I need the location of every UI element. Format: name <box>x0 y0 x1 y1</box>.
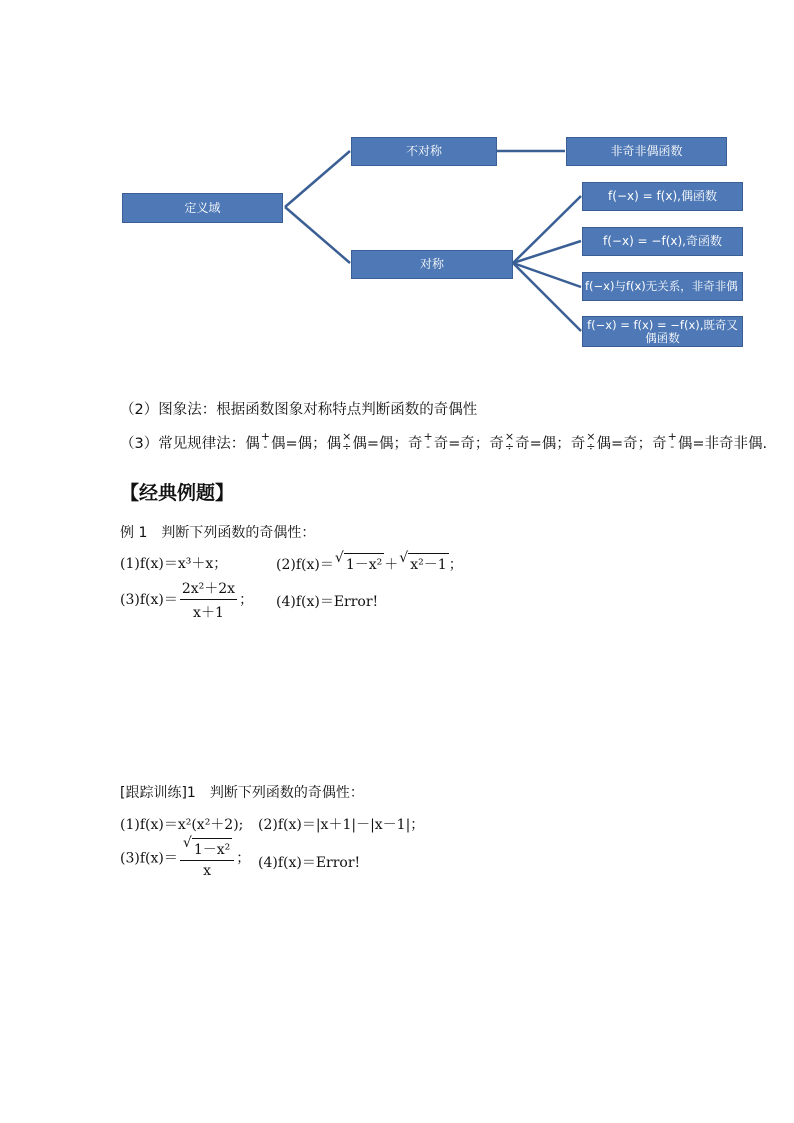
box-symmetric <box>351 250 513 279</box>
box-odd-function-label: f(−x) = −f(x),奇函数 <box>603 234 722 248</box>
example1-part4: (4)f(x)＝Error! <box>276 594 379 610</box>
rule-2: 偶 × ÷ 偶=偶； <box>326 430 408 453</box>
rule-5: 奇 × ÷ 偶=奇； <box>570 430 653 453</box>
method-graph-text: （2）图象法：根据函数图象对称特点判断函数的奇偶性 <box>120 402 478 418</box>
box-asymmetric <box>351 137 497 166</box>
fraction-2: √ $\frac{\text{1－x²}}{x}$ <box>180 838 234 879</box>
box-asymmetric-label: 不对称 <box>405 144 442 158</box>
method-rule-text <box>120 432 767 454</box>
rule-6: 奇 + - 偶=非奇非偶. <box>652 430 768 453</box>
fraction-1: $\frac{\text{2x²＋2x}}{x+1}$ <box>180 578 237 622</box>
rule-3: 奇 + - 奇=奇； <box>407 430 490 453</box>
training1-part3: (3)f(x)＝ √ $\frac{\text{1－x²}}{x}$ ； <box>120 838 250 879</box>
box-both-line1: f(−x) = f(x) = −f(x),既奇又 <box>587 317 738 332</box>
training1-title: [跟踪训练]1 判断下列函数的奇偶性： <box>120 785 364 801</box>
section-heading: 【经典例题】 <box>120 482 235 504</box>
sqrt-1: √ 1－x² <box>344 553 384 574</box>
training1-part4: (4)f(x)＝Error! <box>258 855 361 871</box>
box-even-function <box>582 182 743 211</box>
box-odd-function <box>582 227 743 256</box>
box-both-line2: 偶函数 <box>645 330 680 345</box>
example1-part3: (3)f(x)＝ $\frac{\text{2x²＋2x}}{x+1}$ ； <box>120 578 253 622</box>
box-neither-function <box>566 137 727 166</box>
method-rule-prefix: （3）常见规律法： <box>120 436 246 452</box>
box-no-relation-label: f(−x)与f(x)无关系，非奇非偶 <box>585 279 738 293</box>
box-neither-function-label: 非奇非偶函数 <box>610 144 683 158</box>
box-even-function-label: f(−x) = f(x),偶函数 <box>608 189 717 203</box>
sqrt-2: √ x²－1 <box>408 553 448 574</box>
box-domain <box>122 193 283 223</box>
example1-part1: (1)f(x)＝x³＋x； <box>120 556 228 572</box>
rule-1: 偶 + - 偶=偶； <box>245 430 327 453</box>
rule-4: 奇 × ÷ 奇=偶； <box>489 430 571 453</box>
box-domain-label: 定义域 <box>184 200 221 215</box>
box-no-relation <box>582 272 743 301</box>
box-both-odd-even <box>582 316 743 347</box>
example1-title: 例 1 判断下列函数的奇偶性： <box>120 525 316 541</box>
diagram-connectors <box>0 0 794 360</box>
training1-part1: (1)f(x)＝x²(x²＋2); <box>120 817 244 833</box>
training1-part2: (2)f(x)＝|x＋1|－|x－1|； <box>258 817 425 833</box>
box-symmetric-label: 对称 <box>419 257 444 271</box>
example1-part2: (2)f(x)＝√ 1－x² ＋√ x²－1 ； <box>276 553 463 574</box>
